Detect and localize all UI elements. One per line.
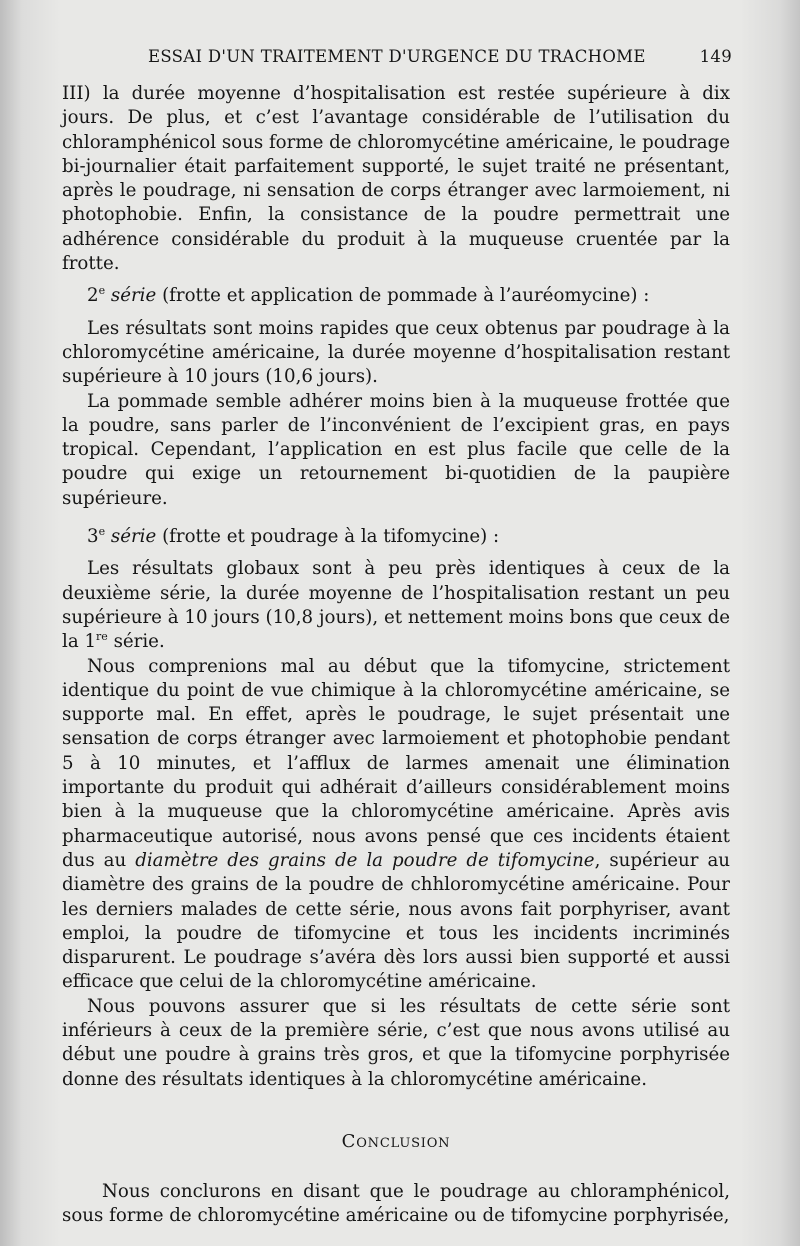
paragraph-tifomycine-analysis xyxy=(62,655,730,995)
paragraph-third-series-results xyxy=(62,557,730,654)
text-run: Les résultats globaux sont à peu près identiques à ceux de la deuxième série, la durée moyenne de l’hospitalisation restant un peu supérieure à 10 jours (10,8 jours), et nettement moins bons que ceux de la 1 xyxy=(62,558,730,653)
page-number: 149 xyxy=(699,47,732,66)
series-superscript: e xyxy=(98,524,106,538)
series-number: 2 xyxy=(87,285,99,307)
series-number: 3 xyxy=(87,526,99,548)
running-header xyxy=(148,44,732,70)
paragraph-ointment: La pommade semble adhérer moins bien à la muqueuse frottée que la poudre, sans parler de l’inconvénient de l’excipient gras, en pays tropical. Cependant, l’application en est plus facile que celle de la poudre qui exige un retournement bi-quotidien de la paupière supérieure. xyxy=(62,390,730,509)
paragraph-conclusion: Nous conclurons en disant que le poudrage au chloramphénicol, sous forme de chloromycétine américaine ou de tifomycine porphyrisée, xyxy=(62,1181,730,1227)
superscript-re: re xyxy=(96,630,108,644)
paragraph-results-first-series: III) la durée moyenne d’hospitalisation est restée supérieure à dix jours. De plus, et c’est l’avantage considérable de l’utilisation du chloramphénicol sous forme de chloromycétine américaine, le poudrage bi-journalier était parfaitement supporté, le sujet traité ne présentant, après le poudrage, ni sensation de corps étranger avec larmoiement, ni photophobie. Enfin, la consistance de la poudre permettrait une adhérence considérable du produit à la muqueuse cruentée par la frotte. xyxy=(62,83,730,275)
heading-second-series xyxy=(62,284,730,308)
section-title-conclusion: Conclusion xyxy=(341,1130,451,1152)
series-word: série xyxy=(110,285,157,307)
body-text xyxy=(62,82,730,1229)
text-run: série. xyxy=(107,631,165,653)
series-word: série xyxy=(110,526,157,548)
running-title: ESSAI D'UN TRAITEMENT D'URGENCE DU TRACHOME xyxy=(148,47,646,66)
paragraph-second-series-results: Les résultats sont moins rapides que ceux obtenus par poudrage à la chloromycétine américaine, la durée moyenne d’hospitalisation restant supérieure à 10 jours (10,6 jours). xyxy=(62,317,730,388)
series-description: (frotte et application de pommade à l’auréomycine) : xyxy=(162,285,650,307)
text-run: Nous comprenions mal au début que la tifomycine, strictement identique du point de vue chimique à la chloromycétine américaine, se supporte mal. En effet, après le poudrage, le sujet présentait une sensation de corps étranger avec larmoiement et photophobie pendant 5 à 10 minutes, et l’afflux de larmes amenait une élimination importante du produit qui adhérait d’ailleurs considérablement moins bien à la muqueuse que la chloromycétine américaine. Après avis pharmaceutique autorisé, nous avons pensé que ces incidents étaient dus au xyxy=(62,655,730,871)
text-run: , supérieur au diamètre des grains de la poudre de chhloromycétine américaine. Pour les derniers malades de cette série, nous avons fait porphyriser, avant emploi, la poudre de tifomycine et tous les incidents incriminés disparurent. Le poudrage s’avéra dès lors aussi bien supporté et aussi efficace que celui de la chloromycétine américaine. xyxy=(62,849,730,993)
paragraph-assurance: Nous pouvons assurer que si les résultats de cette série sont inférieurs à ceux de la première série, c’est que nous avons utilisé au début une poudre à grains très gros, et que la tifomycine porphyrisée donne des résultats identiques à la chloromycétine américaine. xyxy=(62,995,730,1090)
series-superscript: e xyxy=(98,284,106,298)
series-description: (frotte et poudrage à la tifomycine) : xyxy=(162,526,500,548)
conclusion-section xyxy=(62,1180,730,1229)
italic-phrase: diamètre des grains de la poudre de tifomycine xyxy=(135,849,595,871)
heading-third-series xyxy=(62,525,730,549)
